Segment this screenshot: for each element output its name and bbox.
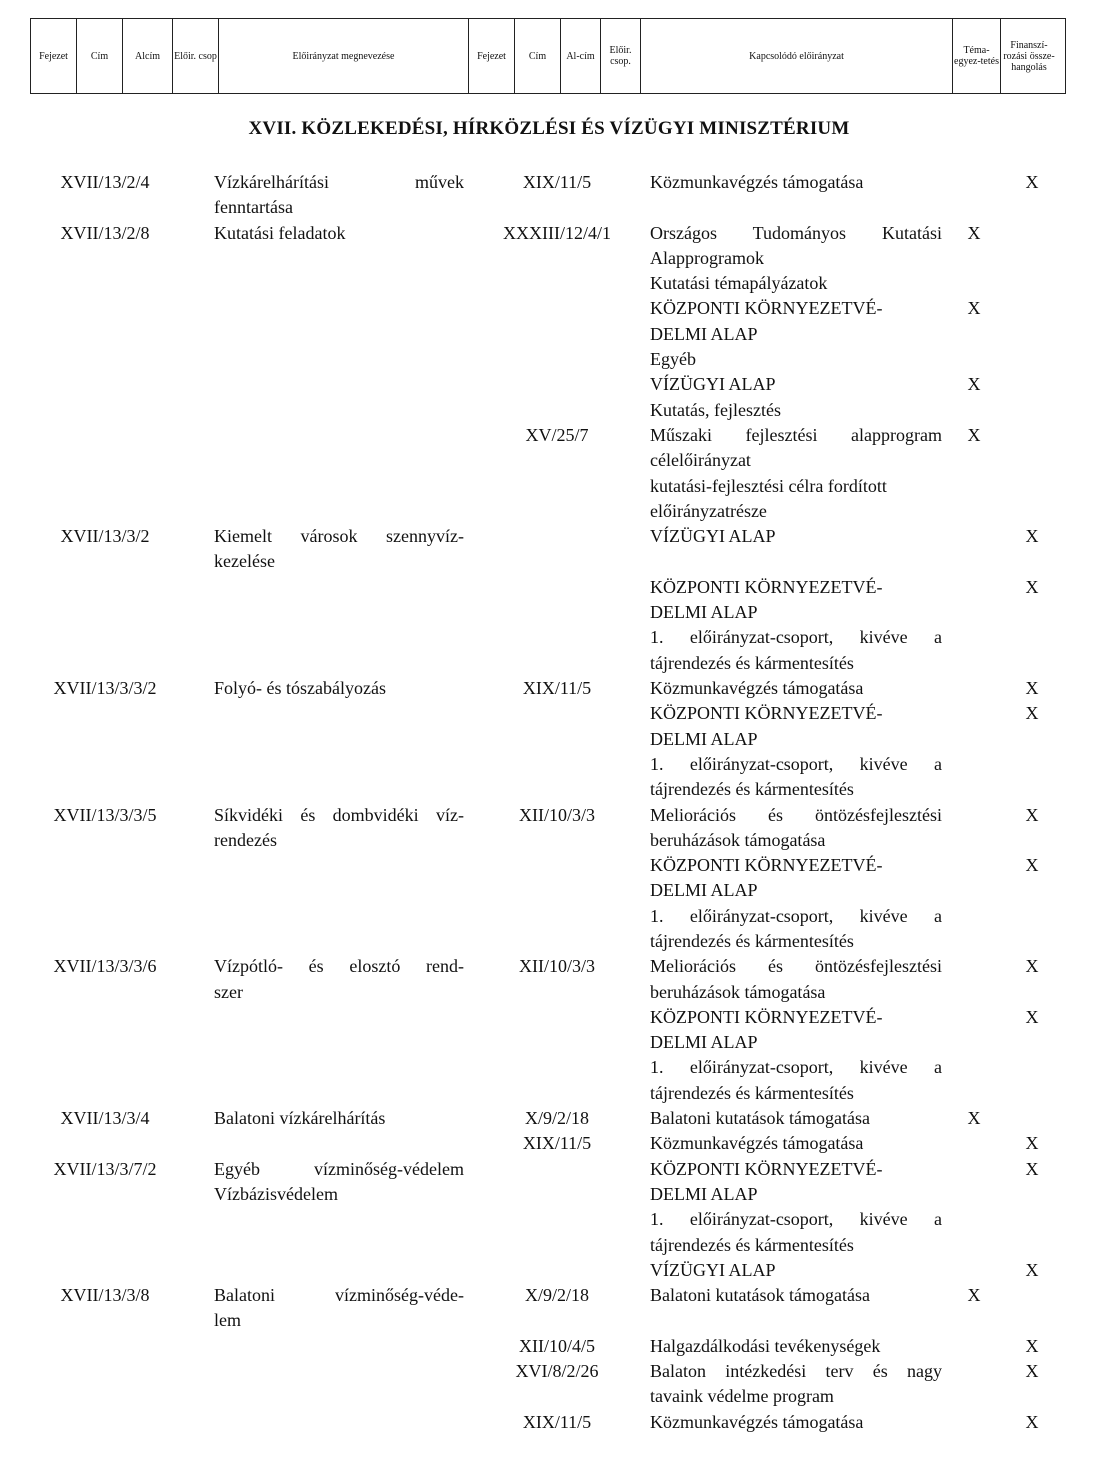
linked-appropriation-line: DELMI ALAP [650,1032,758,1053]
linked-appropriation-line: Országos Tudományos Kutatási [650,222,942,243]
financing-coordination-mark: X [1025,703,1039,724]
linked-appropriation-line: KÖZPONTI KÖRNYEZETVÉ- [650,576,883,597]
financing-coordination-mark: X [1025,1361,1039,1382]
linked-code: XV/25/7 [525,424,589,445]
linked-appropriation [650,1283,942,1334]
linked-appropriation-line: KÖZPONTI KÖRNYEZETVÉ- [650,1158,883,1179]
appropriation-code: XVII/13/3/3/2 [53,678,157,698]
appropriation-name-line: kezelése [214,551,275,572]
header-cell-label: Cím [90,50,109,62]
appropriation-name [214,1157,464,1208]
linked-appropriation [650,1334,942,1359]
linked-code: XII/10/3/3 [519,804,595,825]
linked-appropriation [650,1005,942,1106]
linked-appropriation-line: Alapprogramok [650,247,764,268]
linked-appropriation [650,1131,942,1156]
topic-coordination-mark: X [967,1108,981,1129]
linked-appropriation [650,1410,942,1435]
appropriation-name [214,954,464,1005]
linked-appropriation-line: 1. előirányzat-csoport, kivéve a [650,905,942,926]
linked-appropriation-line: KÖZPONTI KÖRNYEZETVÉ- [650,855,883,876]
topic-coordination-mark: X [967,374,981,395]
linked-appropriation-line: KÖZPONTI KÖRNYEZETVÉ- [650,1006,883,1027]
header-cell-label: Téma-egyez-tetés [954,45,999,67]
linked-code: XIX/11/5 [522,678,592,698]
appropriation-name [214,221,464,246]
header-cell [953,19,1001,93]
linked-appropriation-line: tájrendezés és kármentesítés [650,779,854,800]
linked-appropriation-line: Halgazdálkodási tevékenységek [650,1335,881,1356]
header-cell [77,19,123,93]
linked-appropriation-line: 1. előirányzat-csoport, kivéve a [650,1057,942,1078]
appropriation-code: XVII/13/3/4 [60,1108,150,1129]
appropriation-name-line: lem [214,1310,241,1331]
linked-appropriation-line: VÍZÜGYI ALAP [650,1259,776,1280]
linked-appropriation-line: 1. előirányzat-csoport, kivéve a [650,627,942,648]
header-cell-label: Fejezet [39,50,68,62]
linked-appropriation-line: tájrendezés és kármentesítés [650,930,854,951]
linked-appropriation-line: Közmunkavégzés támogatása [650,1133,864,1154]
linked-appropriation-line: 1. előirányzat-csoport, kivéve a [650,1209,942,1230]
linked-appropriation [650,1258,942,1283]
linked-appropriation [650,296,942,372]
linked-appropriation-line: tavaink védelme program [650,1386,834,1407]
linked-appropriation [650,423,942,524]
linked-appropriation-line: DELMI ALAP [650,880,758,901]
financing-coordination-mark: X [1025,804,1039,825]
appropriation-name-line: rendezés [214,829,277,850]
header-cell-label: Fejezet [477,50,506,62]
financing-coordination-mark: X [1025,1006,1039,1027]
appropriation-name-line: Vízkárelhárítási művek [214,172,464,192]
column-header-table [30,18,1066,94]
appropriation-name-line: Vízbázisvédelem [214,1183,338,1204]
financing-coordination-mark: X [1025,1158,1039,1179]
linked-code: XII/10/3/3 [519,956,595,977]
linked-appropriation [650,803,942,854]
linked-appropriation-line: DELMI ALAP [650,728,758,749]
topic-coordination-mark: X [967,1285,981,1306]
linked-appropriation-line: Kutatás, fejlesztés [650,399,781,420]
linked-appropriation-line: DELMI ALAP [650,1183,758,1204]
appropriation-name-line: Balatoni vízminőség-véde- [214,1285,464,1306]
linked-appropriation-line: Balatoni kutatások támogatása [650,1108,870,1129]
linked-appropriation-line [650,549,942,574]
appropriation-name-line: szer [214,981,243,1002]
linked-appropriation-line: előirányzatrésze [650,500,767,521]
linked-appropriation [650,170,942,195]
appropriation-code: XVII/13/3/8 [60,1285,150,1306]
appropriation-code: XVII/13/2/4 [60,172,150,192]
linked-appropriation [650,1157,942,1258]
header-cell [31,19,77,93]
linked-appropriation-line: DELMI ALAP [650,323,758,344]
financing-coordination-mark: X [1025,172,1039,192]
linked-appropriation-line: 1. előirányzat-csoport, kivéve a [650,753,942,774]
header-cell-label: Alcím [135,50,160,62]
header-cell [173,19,219,93]
appropriation-name [214,1283,464,1334]
ministry-title: XVII. KÖZLEKEDÉSI, HÍRKÖZLÉSI ÉS VÍZÜGYI MINISZTÉRIUM [248,118,850,139]
linked-code: XIX/11/5 [522,1133,592,1154]
linked-appropriation-line: KÖZPONTI KÖRNYEZETVÉ- [650,298,883,319]
linked-appropriation-line: tájrendezés és kármentesítés [650,1234,854,1255]
appropriation-name-line: Kutatási feladatok [214,222,346,243]
topic-coordination-mark: X [967,424,981,445]
linked-appropriation-line: Meliorációs és öntözésfejlesztési [650,804,942,825]
linked-appropriation-line: Meliorációs és öntözésfejlesztési [650,956,942,977]
appropriation-name-line: Egyéb vízminőség-védelem [214,1158,464,1179]
financing-coordination-mark: X [1025,678,1039,698]
appropriation-name-line: Folyó- és tószabályozás [214,678,386,698]
header-cell [1001,19,1057,93]
linked-appropriation [650,575,942,676]
linked-appropriation [650,372,942,423]
linked-code: XXXIII/12/4/1 [503,222,611,243]
header-cell [469,19,515,93]
header-cell-label: Kapcsolódó előirányzat [749,50,844,62]
linked-code: XVI/8/2/26 [515,1361,599,1382]
linked-appropriation-line [650,1308,942,1333]
header-cell [641,19,953,93]
linked-appropriation-line: tájrendezés és kármentesítés [650,1082,854,1103]
header-cell-label: Előirányzat megnevezése [292,50,395,62]
appropriation-name [214,1106,464,1131]
linked-appropriation-line: Egyéb [650,349,696,370]
financing-coordination-mark: X [1025,956,1039,977]
linked-appropriation-line: Közmunkavégzés támogatása [650,678,864,698]
linked-code: X/9/2/18 [524,1285,589,1306]
appropriation-code: XVII/13/3/2 [60,526,150,547]
header-cell-label: Cím [528,50,547,62]
linked-appropriation-line: tájrendezés és kármentesítés [650,652,854,673]
topic-coordination-mark: X [967,298,981,319]
appropriation-name-line: Kiemelt városok szennyvíz- [214,526,464,547]
linked-appropriation [650,221,942,297]
linked-code: X/9/2/18 [524,1108,589,1129]
header-cell-label: Al-cím [566,50,595,62]
linked-appropriation-line: KÖZPONTI KÖRNYEZETVÉ- [650,703,883,724]
linked-appropriation-line: Balatoni kutatások támogatása [650,1285,870,1306]
financing-coordination-mark: X [1025,1335,1039,1356]
financing-coordination-mark: X [1025,526,1039,547]
header-cell-label: Finanszí-rozási össze-hangolás [1003,39,1055,73]
linked-appropriation [650,1106,942,1131]
header-cell [219,19,469,93]
linked-appropriation [650,524,942,575]
financing-coordination-mark: X [1025,576,1039,597]
appropriation-name-line: Síkvidéki és dombvidéki víz- [214,804,464,825]
linked-appropriation [650,1359,942,1410]
appropriation-name [214,676,464,701]
linked-appropriation-line: célelőirányzat [650,450,751,471]
linked-appropriation-line: VÍZÜGYI ALAP [650,526,776,547]
appropriation-code: XVII/13/2/8 [60,222,150,243]
linked-code: XII/10/4/5 [519,1335,595,1356]
linked-appropriation-line: Kutatási témapályázatok [650,273,828,294]
financing-coordination-mark: X [1025,1411,1039,1432]
topic-coordination-mark: X [967,222,981,243]
header-cell [561,19,601,93]
header-cell [601,19,641,93]
financing-coordination-mark: X [1025,1133,1039,1154]
appropriation-name-line: Balatoni vízkárelhárítás [214,1108,386,1129]
linked-code: XIX/11/5 [522,1411,592,1432]
appropriation-name [214,524,464,575]
appropriation-name [214,803,464,854]
linked-appropriation-line: Közmunkavégzés támogatása [650,1411,864,1432]
linked-appropriation-line: Balaton intézkedési terv és nagy [650,1361,942,1382]
linked-appropriation-line: kutatási-fejlesztési célra fordított [650,475,887,496]
appropriation-name-line: Vízpótló- és elosztó rend- [214,956,464,977]
linked-appropriation-line: Közmunkavégzés támogatása [650,172,864,192]
linked-appropriation-line: VÍZÜGYI ALAP [650,374,776,395]
linked-code: XIX/11/5 [522,172,592,192]
linked-appropriation-line: beruházások támogatása [650,981,826,1002]
appropriation-name-line: fenntartása [214,197,293,218]
appropriation-name [214,170,464,221]
linked-appropriation [650,954,942,1005]
header-cell [123,19,173,93]
linked-appropriation [650,676,942,701]
linked-appropriation [650,701,942,802]
appropriation-code: XVII/13/3/3/6 [53,956,157,977]
linked-appropriation-line: Műszaki fejlesztési alapprogram [650,424,942,445]
header-cell-label: Előir. csop. [609,45,632,67]
header-cell-label: Előir. csop [174,50,217,62]
linked-appropriation [650,853,942,954]
appropriation-code: XVII/13/3/3/5 [53,804,157,825]
linked-appropriation-line: DELMI ALAP [650,602,758,623]
header-cell [515,19,561,93]
appropriation-code: XVII/13/3/7/2 [53,1158,157,1179]
financing-coordination-mark: X [1025,1259,1039,1280]
linked-appropriation-line: beruházások támogatása [650,829,826,850]
financing-coordination-mark: X [1025,855,1039,876]
